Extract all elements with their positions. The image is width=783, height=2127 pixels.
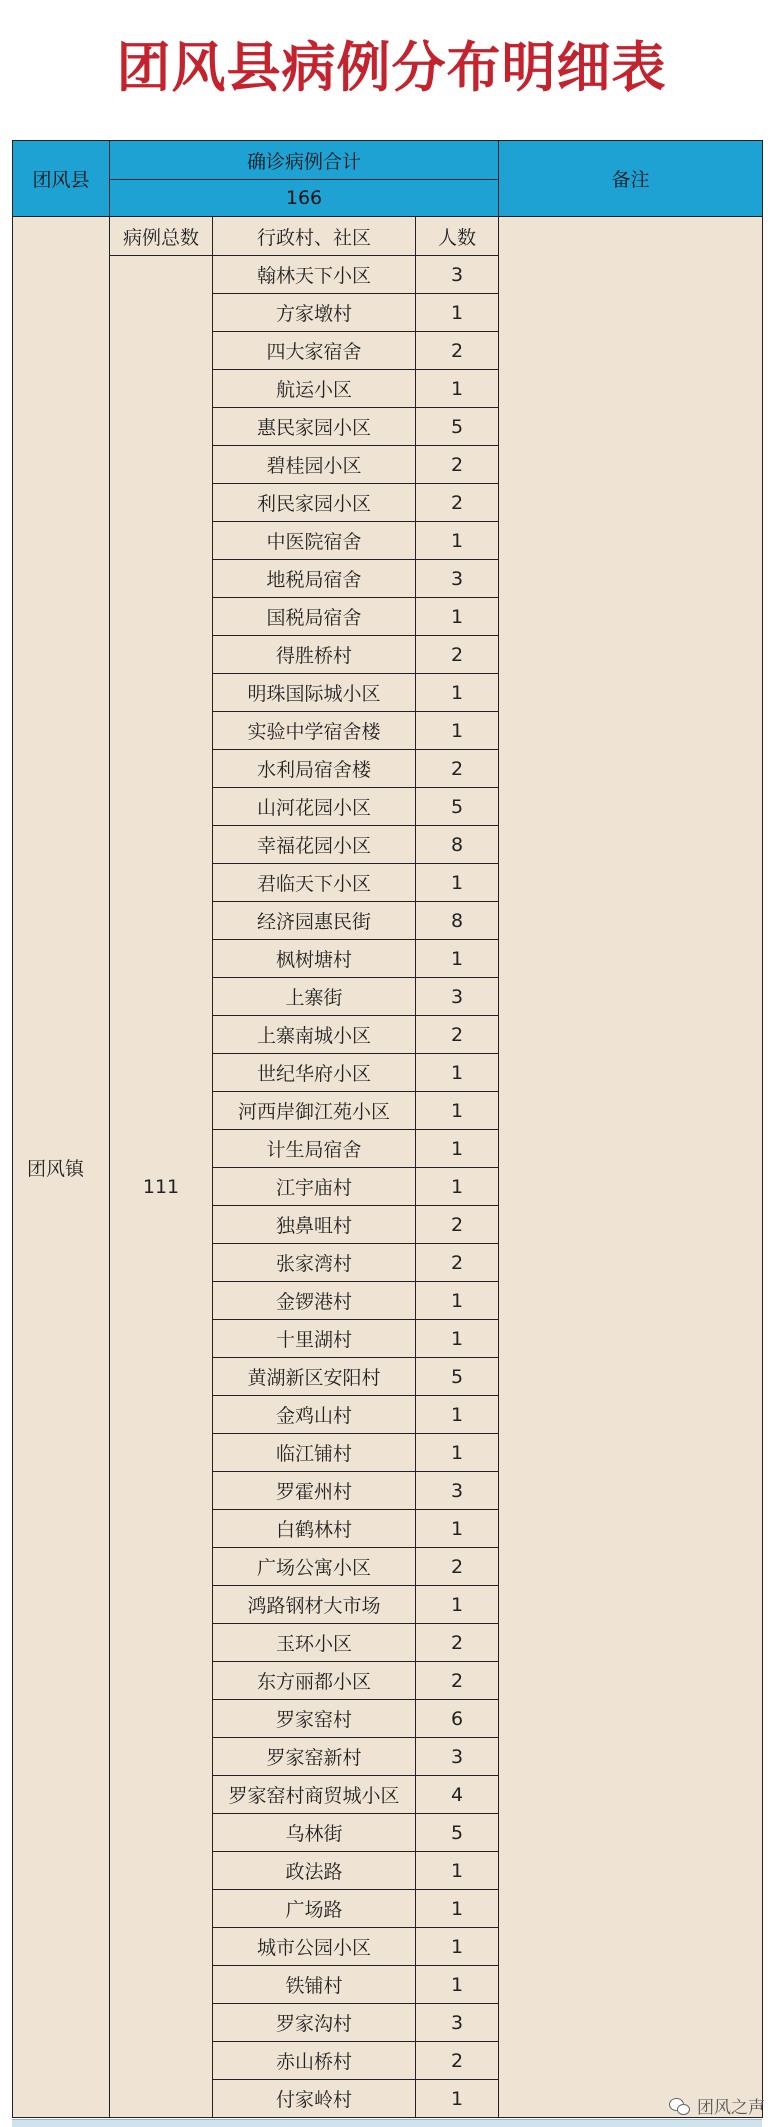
case-count: 1 — [416, 1928, 499, 1966]
case-count: 1 — [416, 1966, 499, 2004]
case-count: 1 — [416, 1852, 499, 1890]
case-count: 8 — [416, 902, 499, 940]
place-name: 城市公园小区 — [213, 1928, 416, 1966]
place-name: 上寨街 — [213, 978, 416, 1016]
confirmed-total-label: 确诊病例合计 — [110, 141, 499, 180]
case-count: 2 — [416, 750, 499, 788]
remarks-header: 备注 — [499, 141, 763, 217]
town-name: 团风镇 — [13, 217, 110, 2118]
case-count: 3 — [416, 256, 499, 294]
place-name: 国税局宿舍 — [213, 598, 416, 636]
place-name: 计生局宿舍 — [213, 1130, 416, 1168]
case-count: 1 — [416, 1434, 499, 1472]
case-count: 2 — [416, 484, 499, 522]
place-name: 罗家沟村 — [213, 2004, 416, 2042]
place-name: 上寨南城小区 — [213, 1016, 416, 1054]
place-name: 得胜桥村 — [213, 636, 416, 674]
case-count: 3 — [416, 978, 499, 1016]
place-name: 水利局宿舍楼 — [213, 750, 416, 788]
place-name: 枫树塘村 — [213, 940, 416, 978]
case-count: 1 — [416, 1054, 499, 1092]
place-name: 广场公寓小区 — [213, 1548, 416, 1586]
place-name: 付家岭村 — [213, 2080, 416, 2118]
case-count: 3 — [416, 1472, 499, 1510]
place-name: 实验中学宿舍楼 — [213, 712, 416, 750]
case-count: 2 — [416, 1206, 499, 1244]
case-count: 1 — [416, 522, 499, 560]
count-header: 人数 — [416, 217, 499, 256]
place-name: 世纪华府小区 — [213, 1054, 416, 1092]
place-name: 广场路 — [213, 1890, 416, 1928]
place-name: 明珠国际城小区 — [213, 674, 416, 712]
case-count: 1 — [416, 370, 499, 408]
case-count: 2 — [416, 636, 499, 674]
place-name: 金鸡山村 — [213, 1396, 416, 1434]
case-count: 1 — [416, 940, 499, 978]
place-name: 乌林街 — [213, 1814, 416, 1852]
place-name: 赤山桥村 — [213, 2042, 416, 2080]
place-name: 独鼻咀村 — [213, 1206, 416, 1244]
page-title: 团风县病例分布明细表 — [116, 36, 667, 99]
place-name: 铁铺村 — [213, 1966, 416, 2004]
place-name: 经济园惠民街 — [213, 902, 416, 940]
place-name: 金锣港村 — [213, 1282, 416, 1320]
place-name: 中医院宿舍 — [213, 522, 416, 560]
case-count: 1 — [416, 1092, 499, 1130]
case-count: 6 — [416, 1700, 499, 1738]
case-count: 1 — [416, 1320, 499, 1358]
case-count: 8 — [416, 826, 499, 864]
watermark-text: 团风之声 — [697, 2098, 765, 2118]
case-count: 5 — [416, 1358, 499, 1396]
case-count: 1 — [416, 674, 499, 712]
case-count: 1 — [416, 1510, 499, 1548]
case-count: 1 — [416, 1396, 499, 1434]
place-name: 江宇庙村 — [213, 1168, 416, 1206]
place-name: 十里湖村 — [213, 1320, 416, 1358]
case-count: 4 — [416, 1776, 499, 1814]
place-name: 幸福花园小区 — [213, 826, 416, 864]
case-count: 5 — [416, 408, 499, 446]
case-count: 2 — [416, 1548, 499, 1586]
watermark — [669, 2093, 765, 2118]
place-name: 罗家窑新村 — [213, 1738, 416, 1776]
place-name: 白鹤林村 — [213, 1510, 416, 1548]
place-name: 河西岸御江苑小区 — [213, 1092, 416, 1130]
case-count: 1 — [416, 712, 499, 750]
place-name: 罗霍州村 — [213, 1472, 416, 1510]
case-count: 3 — [416, 2004, 499, 2042]
case-count: 5 — [416, 788, 499, 826]
place-name: 张家湾村 — [213, 1244, 416, 1282]
case-count: 2 — [416, 446, 499, 484]
case-count: 1 — [416, 598, 499, 636]
case-count: 2 — [416, 332, 499, 370]
case-count: 1 — [416, 1168, 499, 1206]
town-case-total: 111 — [110, 256, 213, 2118]
place-name: 临江铺村 — [213, 1434, 416, 1472]
case-count: 1 — [416, 1586, 499, 1624]
case-count: 3 — [416, 1738, 499, 1776]
place-name: 玉环小区 — [213, 1624, 416, 1662]
case-count: 2 — [416, 2042, 499, 2080]
wechat-icon — [669, 2097, 691, 2115]
case-count: 2 — [416, 1662, 499, 1700]
place-name: 东方丽都小区 — [213, 1662, 416, 1700]
case-distribution-table — [12, 140, 763, 2118]
place-name: 利民家园小区 — [213, 484, 416, 522]
place-name: 方家墩村 — [213, 294, 416, 332]
case-total-header: 病例总数 — [110, 217, 213, 256]
place-name: 碧桂园小区 — [213, 446, 416, 484]
confirmed-total-value: 166 — [110, 180, 499, 217]
case-count: 1 — [416, 2080, 499, 2118]
place-name: 地税局宿舍 — [213, 560, 416, 598]
place-name: 鸿路钢材大市场 — [213, 1586, 416, 1624]
case-count: 2 — [416, 1624, 499, 1662]
place-name: 罗家窑村商贸城小区 — [213, 1776, 416, 1814]
place-name: 罗家窑村 — [213, 1700, 416, 1738]
case-count: 2 — [416, 1016, 499, 1054]
village-community-header: 行政村、社区 — [213, 217, 416, 256]
place-name: 惠民家园小区 — [213, 408, 416, 446]
case-count: 3 — [416, 560, 499, 598]
case-count: 1 — [416, 864, 499, 902]
case-count: 1 — [416, 294, 499, 332]
remarks-cell — [499, 217, 763, 2118]
place-name: 四大家宿舍 — [213, 332, 416, 370]
place-name: 山河花园小区 — [213, 788, 416, 826]
place-name: 翰林天下小区 — [213, 256, 416, 294]
place-name: 政法路 — [213, 1852, 416, 1890]
case-count: 1 — [416, 1890, 499, 1928]
case-count: 2 — [416, 1244, 499, 1282]
case-count: 1 — [416, 1282, 499, 1320]
county-header: 团风县 — [13, 141, 110, 217]
place-name: 君临天下小区 — [213, 864, 416, 902]
place-name: 黄湖新区安阳村 — [213, 1358, 416, 1396]
case-count: 1 — [416, 1130, 499, 1168]
case-count: 5 — [416, 1814, 499, 1852]
place-name: 航运小区 — [213, 370, 416, 408]
